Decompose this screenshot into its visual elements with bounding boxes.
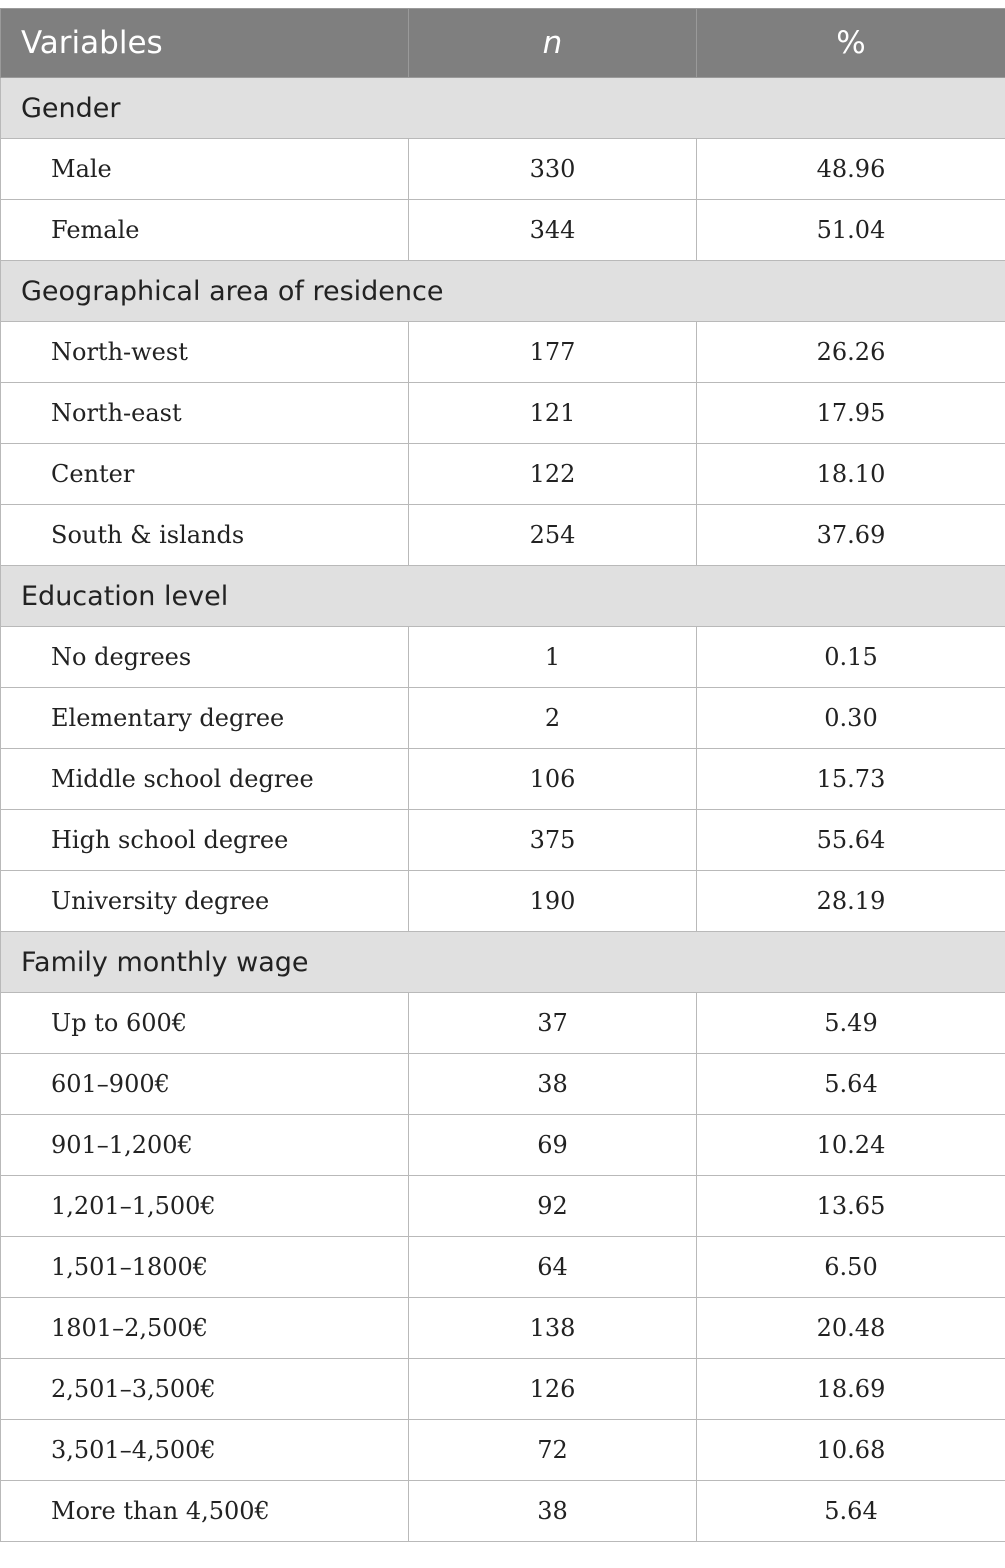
row-percent: 10.68 — [697, 1420, 1005, 1481]
header-n: n — [409, 9, 697, 78]
row-n: 69 — [409, 1115, 697, 1176]
header-row — [1, 9, 1005, 78]
row-percent: 5.64 — [697, 1481, 1005, 1542]
table-row — [1, 1054, 1005, 1115]
row-label: 601–900€ — [1, 1054, 409, 1115]
row-label: No degrees — [1, 627, 409, 688]
table-row — [1, 444, 1005, 505]
row-percent: 37.69 — [697, 505, 1005, 566]
table-row — [1, 1237, 1005, 1298]
table-row — [1, 1115, 1005, 1176]
table-row — [1, 871, 1005, 932]
section-title: Geographical area of residence — [1, 261, 1005, 322]
row-percent: 5.49 — [697, 993, 1005, 1054]
header-percent: % — [697, 9, 1005, 78]
row-n: 72 — [409, 1420, 697, 1481]
table-row — [1, 505, 1005, 566]
table-row — [1, 1420, 1005, 1481]
row-n: 2 — [409, 688, 697, 749]
row-n: 330 — [409, 139, 697, 200]
table-row — [1, 139, 1005, 200]
row-n: 38 — [409, 1054, 697, 1115]
section-row — [1, 78, 1005, 139]
row-percent: 15.73 — [697, 749, 1005, 810]
row-percent: 5.64 — [697, 1054, 1005, 1115]
row-percent: 26.26 — [697, 322, 1005, 383]
row-label: Elementary degree — [1, 688, 409, 749]
row-percent: 6.50 — [697, 1237, 1005, 1298]
row-label: 2,501–3,500€ — [1, 1359, 409, 1420]
row-label: North-west — [1, 322, 409, 383]
section-row — [1, 566, 1005, 627]
row-label: High school degree — [1, 810, 409, 871]
table-row — [1, 1481, 1005, 1542]
row-n: 38 — [409, 1481, 697, 1542]
table-row — [1, 322, 1005, 383]
table-body — [1, 78, 1005, 1542]
section-row — [1, 932, 1005, 993]
row-percent: 28.19 — [697, 871, 1005, 932]
row-percent: 20.48 — [697, 1298, 1005, 1359]
row-n: 1 — [409, 627, 697, 688]
table-header — [1, 9, 1005, 78]
row-n: 106 — [409, 749, 697, 810]
section-title: Education level — [1, 566, 1005, 627]
table-row — [1, 688, 1005, 749]
row-label: South & islands — [1, 505, 409, 566]
row-label: North-east — [1, 383, 409, 444]
row-label: Up to 600€ — [1, 993, 409, 1054]
table-row — [1, 1359, 1005, 1420]
row-label: 3,501–4,500€ — [1, 1420, 409, 1481]
table-row — [1, 1176, 1005, 1237]
row-n: 126 — [409, 1359, 697, 1420]
row-n: 375 — [409, 810, 697, 871]
row-label: Male — [1, 139, 409, 200]
row-n: 177 — [409, 322, 697, 383]
row-n: 64 — [409, 1237, 697, 1298]
row-label: More than 4,500€ — [1, 1481, 409, 1542]
row-n: 344 — [409, 200, 697, 261]
row-percent: 0.30 — [697, 688, 1005, 749]
row-n: 254 — [409, 505, 697, 566]
row-percent: 51.04 — [697, 200, 1005, 261]
row-n: 92 — [409, 1176, 697, 1237]
demographics-table — [0, 8, 1005, 1542]
table-row — [1, 383, 1005, 444]
table-row — [1, 200, 1005, 261]
row-percent: 13.65 — [697, 1176, 1005, 1237]
row-label: 1,201–1,500€ — [1, 1176, 409, 1237]
row-n: 121 — [409, 383, 697, 444]
row-n: 138 — [409, 1298, 697, 1359]
table-row — [1, 627, 1005, 688]
section-row — [1, 261, 1005, 322]
row-label: Center — [1, 444, 409, 505]
table-row — [1, 810, 1005, 871]
row-label: University degree — [1, 871, 409, 932]
table-row — [1, 749, 1005, 810]
row-n: 37 — [409, 993, 697, 1054]
row-label: Female — [1, 200, 409, 261]
row-percent: 48.96 — [697, 139, 1005, 200]
row-label: 1,501–1800€ — [1, 1237, 409, 1298]
row-label: 1801–2,500€ — [1, 1298, 409, 1359]
header-variables: Variables — [1, 9, 409, 78]
row-label: Middle school degree — [1, 749, 409, 810]
row-percent: 18.69 — [697, 1359, 1005, 1420]
row-label: 901–1,200€ — [1, 1115, 409, 1176]
row-percent: 0.15 — [697, 627, 1005, 688]
row-n: 190 — [409, 871, 697, 932]
section-title: Gender — [1, 78, 1005, 139]
section-title: Family monthly wage — [1, 932, 1005, 993]
row-percent: 18.10 — [697, 444, 1005, 505]
row-percent: 10.24 — [697, 1115, 1005, 1176]
row-n: 122 — [409, 444, 697, 505]
row-percent: 55.64 — [697, 810, 1005, 871]
table-row — [1, 1298, 1005, 1359]
table-row — [1, 993, 1005, 1054]
row-percent: 17.95 — [697, 383, 1005, 444]
